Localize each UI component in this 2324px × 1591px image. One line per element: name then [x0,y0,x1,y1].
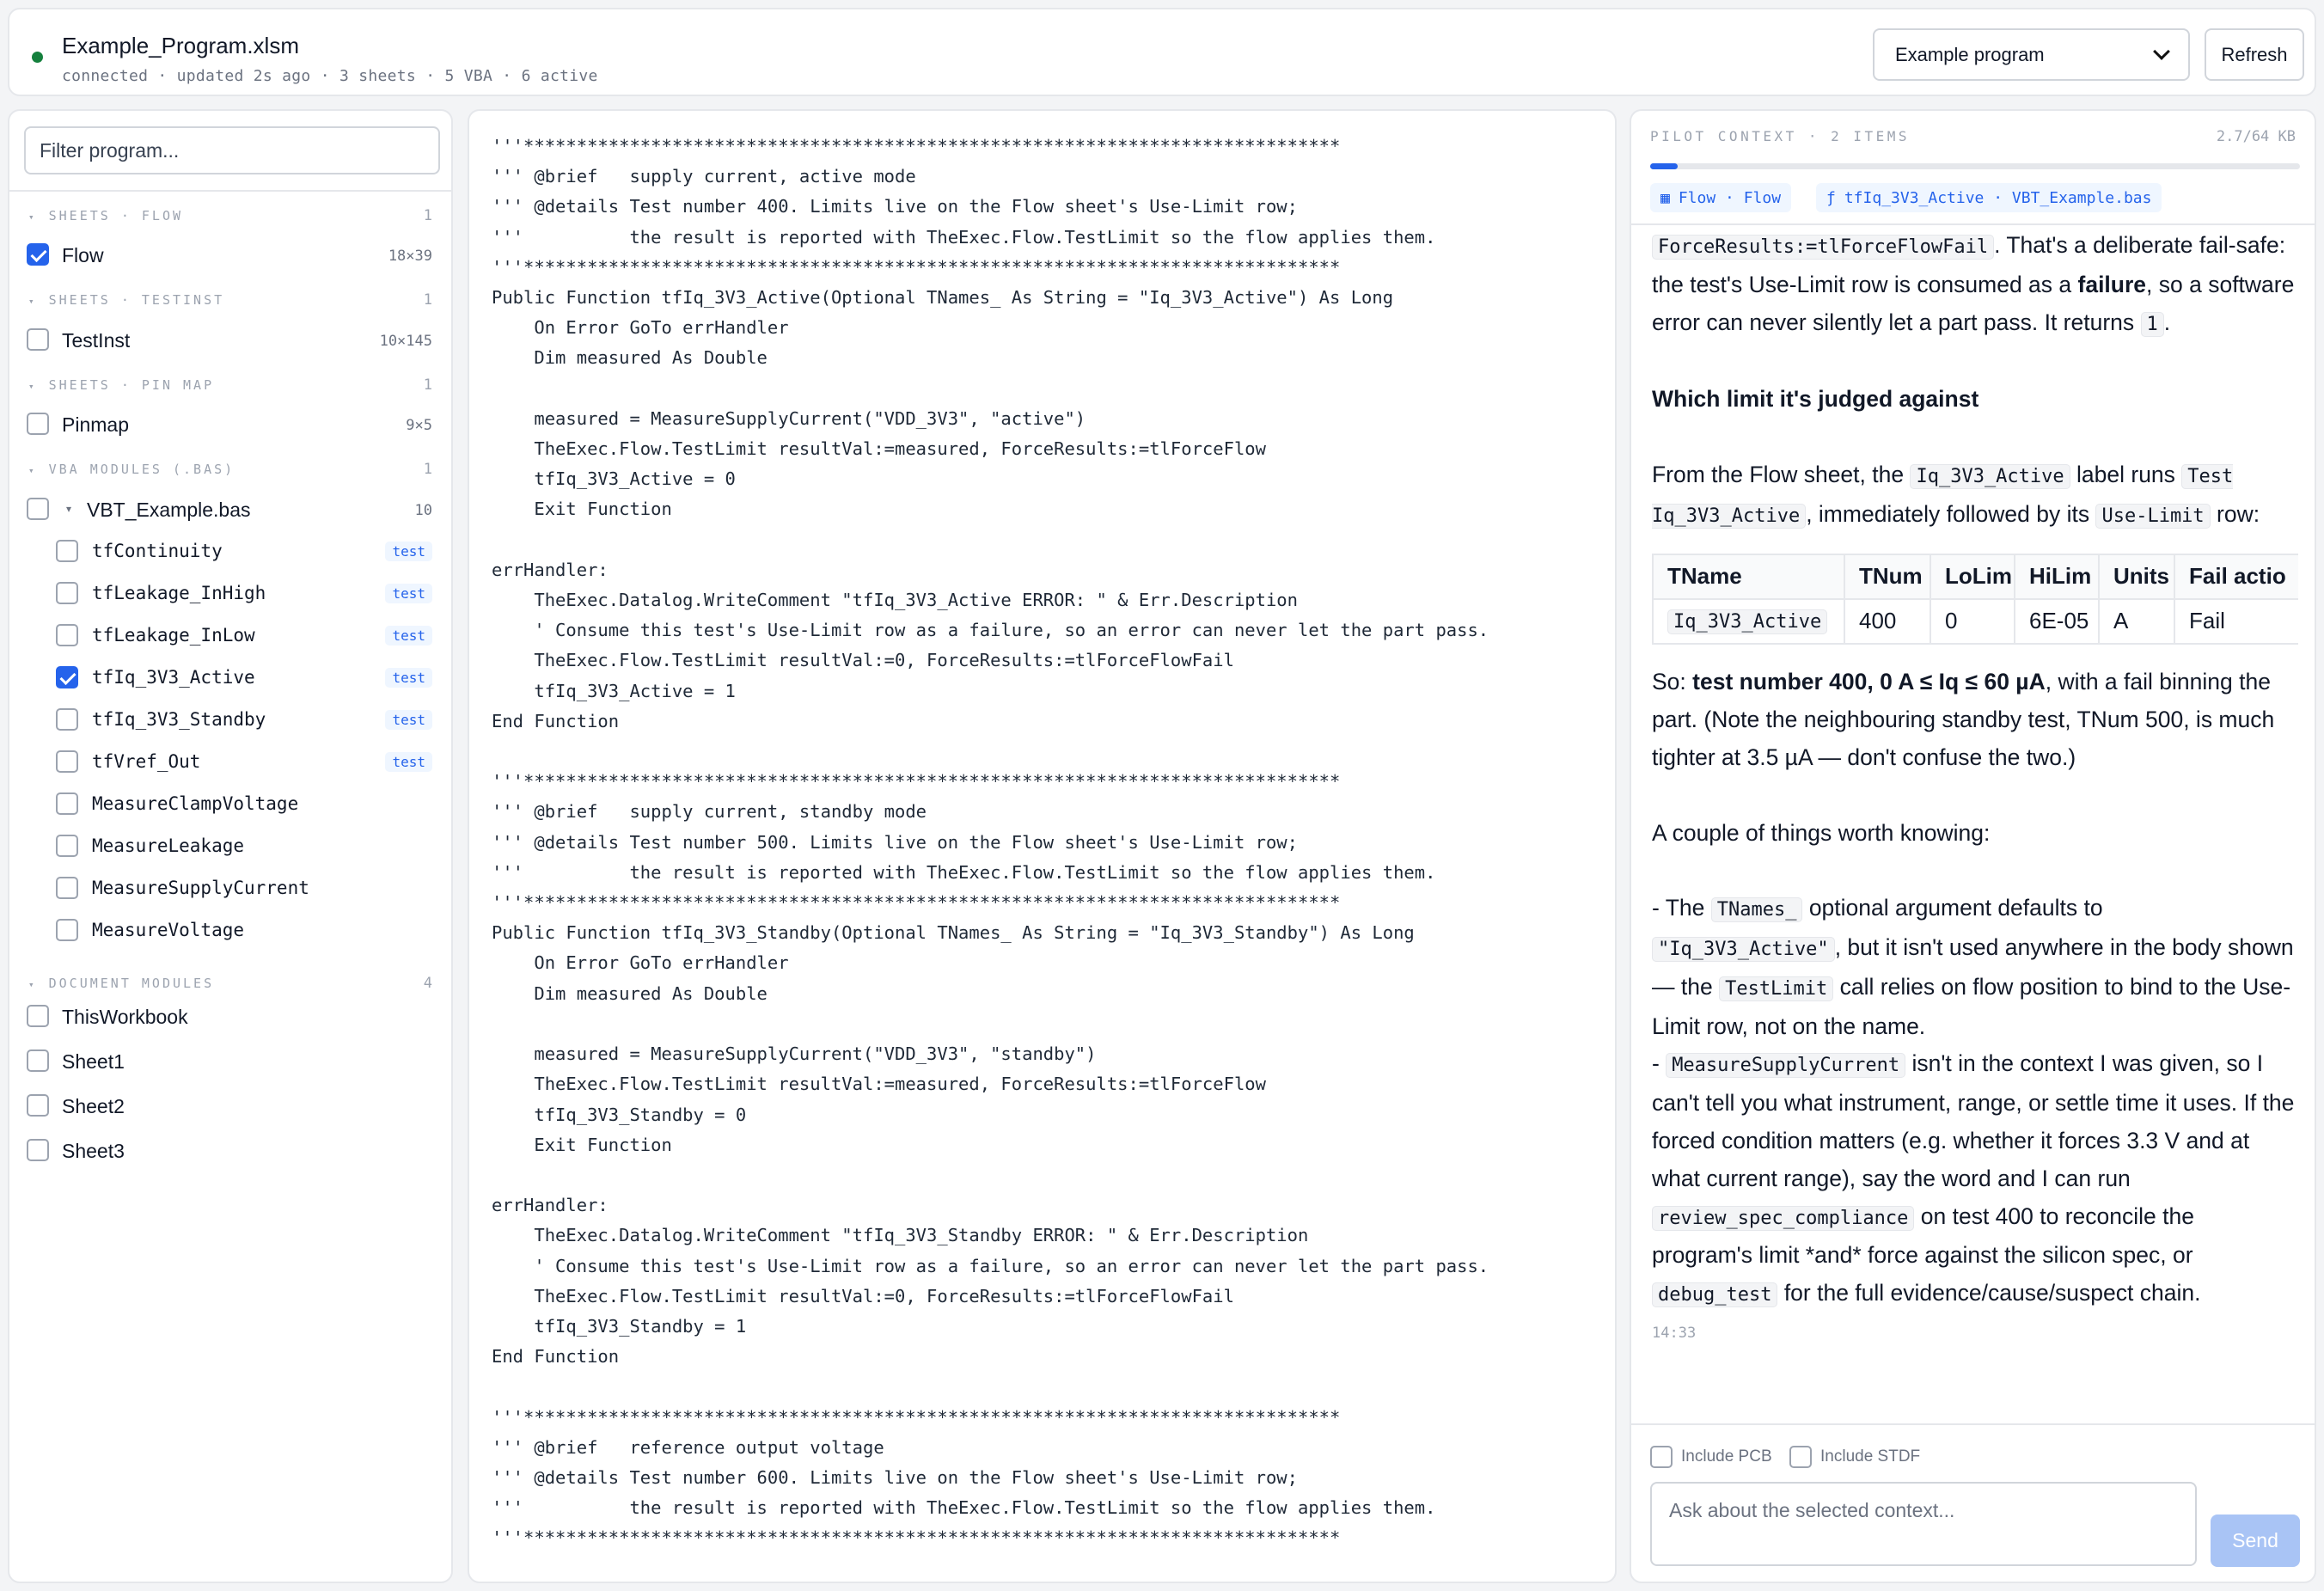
inline-code: Iq_3V3_Active [1667,609,1827,634]
inline-code: review_spec_compliance [1652,1206,1914,1231]
assistant-message [1652,227,2298,1343]
section-header-sheets-flow[interactable]: ▾ SHEETS · FLOW [28,208,184,223]
inline-code: 1 [2141,312,2164,337]
function-checkbox[interactable] [56,624,78,646]
code-line: tfIq_3V3_Standby = 0 [492,1104,747,1125]
inline-code: Test Iq_3V3_Active [1652,465,2234,527]
code-line: tfIq_3V3_Active = 0 [492,468,736,490]
table-row [1653,599,2298,644]
code-line: '''***************************************************************************** [492,771,1341,792]
code-line: tfIq_3V3_Standby = 1 [492,1315,747,1337]
doc-item[interactable] [9,1133,451,1167]
message-paragraph: - The TNames_ optional argument defaults to "Iq_3V3_Active" , but it isn't used anywhere in the body shown — the TestLimit call relies on flow position to bind to the Use-Limit row, not on the name. [1652,895,2294,1039]
message-paragraph: ForceResults:=tlForceFlowFail . That's a deliberate fail-safe: the test's Use-Limit row is consumed as a failure, so a software error can never silently let a part pass. It returns 1 . [1652,232,2295,335]
table-header: TName [1653,554,1844,599]
section-header-vba-modules[interactable]: ▾ VBA MODULES (.BAS) [28,462,235,477]
code-line: TheExec.Flow.TestLimit resultVal:=measured, ForceResults:=tlForceFlow [492,1074,1266,1095]
context-chip-label: tfIq_3V3_Active · VBT_Example.bas [1844,188,2152,207]
test-badge: test [385,584,432,603]
function-icon: ƒ [1826,188,1836,207]
code-line: '''***************************************************************************** [492,1406,1341,1428]
program-tree-panel [8,109,453,1583]
inline-code: MeasureSupplyCurrent [1666,1053,1905,1078]
function-checkbox[interactable] [56,708,78,731]
code-line: ''' the result is reported with TheExec.Flow.TestLimit so the flow applies them. [492,226,1436,248]
code-line: '''***************************************************************************** [492,892,1341,914]
table-header: TNum [1844,554,1930,599]
code-line: ''' the result is reported with TheExec.Flow.TestLimit so the flow applies them. [492,1497,1436,1519]
code-line: '''***************************************************************************** [492,1527,1341,1549]
section-header-document-modules[interactable]: ▾ DOCUMENT MODULES [28,976,215,991]
function-checkbox[interactable] [56,835,78,857]
sheet-item-pinmap[interactable] [9,407,451,441]
doc-checkbox[interactable] [27,1139,49,1161]
divider [1631,1423,2315,1425]
section-count: 1 [423,291,432,309]
include-pcb-checkbox[interactable] [1650,1446,1673,1468]
function-item[interactable] [9,829,451,863]
message-paragraph: A couple of things worth knowing: [1652,819,1991,846]
doc-item[interactable] [9,999,451,1033]
include-pcb-label: Include PCB [1681,1447,1772,1466]
inline-code: Use-Limit [2095,504,2210,529]
function-item[interactable] [9,871,451,905]
code-block [492,132,1489,1554]
function-item[interactable] [9,913,451,947]
code-line: tfIq_3V3_Active = 1 [492,680,736,701]
section-count: 1 [423,207,432,224]
function-label: tfContinuity [92,541,223,561]
table-cell: Fail [2174,599,2298,644]
doc-label: Sheet1 [62,1050,125,1073]
divider [1631,223,2315,225]
chat-messages[interactable] [1652,227,2298,1521]
doc-label: Sheet3 [62,1140,125,1162]
grid-icon: ▦ [1660,188,1670,207]
code-line: ''' @details Test number 400. Limits live on the Flow sheet's Use-Limit row; [492,196,1298,217]
function-item[interactable] [9,576,451,610]
function-checkbox[interactable] [56,540,78,562]
section-header-sheets-pinmap[interactable]: ▾ SHEETS · PIN MAP [28,377,215,393]
collapse-triangle-icon: ▾ [28,381,37,392]
code-line: TheExec.Flow.TestLimit resultVal:=0, ForceResults:=tlForceFlowFail [492,650,1234,671]
function-checkbox[interactable] [56,582,78,604]
table-header: HiLim [2015,554,2099,599]
function-checkbox[interactable] [56,877,78,899]
sheet-checkbox-flow[interactable] [27,243,49,266]
table-header-row [1653,554,2298,599]
function-item[interactable] [9,702,451,737]
file-meta: connected · updated 2s ago · 3 sheets · 5 VBA · 6 active [62,67,598,85]
function-label: tfLeakage_InHigh [92,583,266,603]
code-line [492,1160,1489,1190]
context-chip-flow[interactable] [1650,183,1791,212]
doc-checkbox[interactable] [27,1049,49,1072]
message-paragraph: - MeasureSupplyCurrent isn't in the context I was given, so I can't tell you what instrument, range, or settle time it uses. If the forced condition matters (e.g. whether it forces 3.3 V and at what current range), say the word and I can run review_spec_compliance on test 400 to reconcile the program's limit *and* force against the silicon spec, or debug_test for the full evidence/cause/suspect chain. [1652,1050,2295,1306]
include-stdf-option[interactable] [1789,1446,1920,1468]
sheet-dimensions: 9×5 [406,417,432,434]
section-count: 4 [423,975,432,992]
code-line: On Error GoTo errHandler [492,952,789,974]
program-select[interactable] [1873,28,2190,81]
ask-input[interactable] [1650,1482,2197,1566]
function-item[interactable] [9,618,451,652]
sheet-checkbox-testinst[interactable] [27,328,49,351]
function-label: MeasureVoltage [92,920,245,940]
module-count: 10 [414,502,432,519]
code-line: '''***************************************************************************** [492,256,1341,278]
doc-checkbox[interactable] [27,1094,49,1117]
test-badge: test [385,626,432,646]
code-line: Exit Function [492,1134,672,1155]
code-line: ''' the result is reported with TheExec.Flow.TestLimit so the flow applies them. [492,861,1436,883]
function-checkbox[interactable] [56,750,78,773]
limit-table [1652,554,2298,645]
inline-code: Iq_3V3_Active [1910,464,2070,489]
message-timestamp: 14:33 [1652,1324,1697,1342]
function-item-selected[interactable] [9,660,451,695]
sheet-dimensions: 18×39 [388,248,432,265]
pilot-context-label: PILOT CONTEXT · 2 ITEMS [1650,128,1911,144]
table-cell: 6E-05 [2015,599,2099,644]
section-count: 1 [423,376,432,394]
doc-checkbox[interactable] [27,1005,49,1027]
code-line: ''' @brief supply current, standby mode [492,801,927,823]
doc-item[interactable] [9,1043,451,1078]
inline-code: debug_test [1652,1282,1777,1307]
code-line [492,1009,1489,1039]
function-item[interactable] [9,744,451,779]
code-line: TheExec.Datalog.WriteComment "tfIq_3V3_Standby ERROR: " & Err.Description [492,1225,1309,1246]
collapse-triangle-icon: ▾ [28,296,37,307]
code-line: ''' @brief reference output voltage [492,1436,884,1458]
sheet-label: Pinmap [62,413,129,436]
code-line: End Function [492,1346,620,1368]
doc-label: Sheet2 [62,1095,125,1117]
code-line [492,525,1489,555]
code-line: TheExec.Datalog.WriteComment "tfIq_3V3_Active ERROR: " & Err.Description [492,590,1298,611]
message-paragraph: From the Flow sheet, the Iq_3V3_Active label runs Test Iq_3V3_Active , immediately followed by its Use-Limit row: [1652,461,2260,527]
table-cell [1653,599,1844,644]
sheet-dimensions: 10×145 [379,333,432,350]
code-line: Public Function tfIq_3V3_Standby(Optional TNames_ As String = "Iq_3V3_Standby") As Long [492,922,1415,944]
context-chip-function[interactable] [1816,183,2162,212]
code-line: ''' @details Test number 500. Limits live on the Flow sheet's Use-Limit row; [492,831,1298,853]
file-title: Example_Program.xlsm [62,33,299,58]
code-line: TheExec.Flow.TestLimit resultVal:=measured, ForceResults:=tlForceFlow [492,438,1266,460]
inline-code: ForceResults:=tlForceFlowFail [1652,235,1994,260]
code-line: End Function [492,710,620,731]
module-label: VBT_Example.bas [87,499,251,521]
message-heading: Which limit it's judged against [1652,386,1979,413]
function-label: MeasureLeakage [92,835,245,856]
table-cell: 0 [1930,599,2015,644]
include-pcb-option[interactable] [1650,1446,1772,1468]
code-line: ''' @details Test number 600. Limits live on the Flow sheet's Use-Limit row; [492,1466,1298,1488]
collapse-triangle-icon: ▾ [28,465,37,476]
refresh-button[interactable]: Refresh [2205,28,2304,81]
table-header: Units [2099,554,2174,599]
function-item[interactable] [9,534,451,568]
code-line: ''' @brief supply current, active mode [492,166,916,187]
code-line: '''***************************************************************************** [492,136,1341,156]
inline-code: TestLimit [1719,976,1833,1001]
function-label: tfVref_Out [92,751,201,772]
doc-label: ThisWorkbook [62,1006,188,1028]
function-label: tfIq_3V3_Active [92,667,255,688]
module-checkbox[interactable] [27,498,49,520]
sheet-label: Flow [62,244,104,266]
doc-item[interactable] [9,1088,451,1123]
code-line: On Error GoTo errHandler [492,317,789,339]
code-line: Public Function tfIq_3V3_Active(Optional TNames_ As String = "Iq_3V3_Active") As Long [492,287,1394,309]
code-line: ' Consume this test's Use-Limit row as a failure, so an error can never let the part pass. [492,620,1489,641]
code-line [492,1372,1489,1402]
program-select-value: Example program [1895,43,2045,65]
section-count: 1 [423,461,432,478]
inline-code: TNames_ [1711,897,1803,922]
collapse-triangle-icon: ▾ [28,979,37,990]
test-badge: test [385,710,432,730]
test-badge: test [385,668,432,688]
code-line: errHandler: [492,559,609,580]
code-line [492,374,1489,404]
send-button[interactable]: Send [2211,1515,2300,1567]
table-header: LoLim [1930,554,2015,599]
table-header: Fail actio [2174,554,2298,599]
inline-code: "Iq_3V3_Active" [1652,937,1835,962]
divider [9,190,451,192]
sheet-label: TestInst [62,329,131,352]
chevron-down-icon [2153,43,2170,60]
code-line: Exit Function [492,499,672,520]
include-stdf-label: Include STDF [1820,1447,1921,1466]
module-item-vbt-example[interactable] [9,492,451,526]
table-cell: A [2099,599,2174,644]
pilot-panel [1630,109,2316,1583]
collapse-triangle-icon: ▾ [28,211,37,223]
app-header [8,8,2316,96]
sheet-checkbox-pinmap[interactable] [27,413,49,435]
function-checkbox[interactable] [56,919,78,941]
connection-status-dot [32,52,43,63]
context-chip-label: Flow · Flow [1678,188,1782,207]
code-line: ' Consume this test's Use-Limit row as a failure, so an error can never let the part pass. [492,1255,1489,1276]
code-line: Dim measured As Double [492,347,768,369]
pilot-context-size: 2.7/64 KB [2216,128,2296,145]
code-line: errHandler: [492,1195,609,1216]
code-line: Dim measured As Double [492,982,768,1004]
sheet-item-testinst[interactable] [9,322,451,357]
test-badge: test [385,542,432,561]
code-line: TheExec.Flow.TestLimit resultVal:=0, ForceResults:=tlForceFlowFail [492,1285,1234,1306]
expand-triangle-icon[interactable]: ▾ [66,503,72,515]
sheet-item-flow[interactable] [9,237,451,272]
function-checkbox[interactable] [56,666,78,688]
filter-input[interactable] [24,126,440,174]
include-stdf-checkbox[interactable] [1789,1446,1812,1468]
context-usage-bar [1650,163,2300,169]
code-line: measured = MeasureSupplyCurrent("VDD_3V3", "standby") [492,1043,1097,1065]
section-header-sheets-testinst[interactable]: ▾ SHEETS · TESTINST [28,292,225,308]
test-badge: test [385,752,432,772]
code-line: measured = MeasureSupplyCurrent("VDD_3V3", "active") [492,407,1086,429]
function-checkbox[interactable] [56,792,78,815]
message-paragraph: So: test number 400, 0 A ≤ Iq ≤ 60 µA, with a fail binning the part. (Note the neighbouring standby test, TNum 500, is much tighter at 3.5 µA — don't confuse the two.) [1652,669,2275,770]
function-item[interactable] [9,786,451,821]
function-label: tfLeakage_InLow [92,625,255,646]
function-label: tfIq_3V3_Standby [92,709,266,730]
code-viewer-panel[interactable] [468,109,1617,1583]
function-label: MeasureSupplyCurrent [92,878,309,898]
code-line [492,737,1489,767]
function-label: MeasureClampVoltage [92,793,299,814]
context-usage-fill [1650,163,1678,169]
table-cell: 400 [1844,599,1930,644]
